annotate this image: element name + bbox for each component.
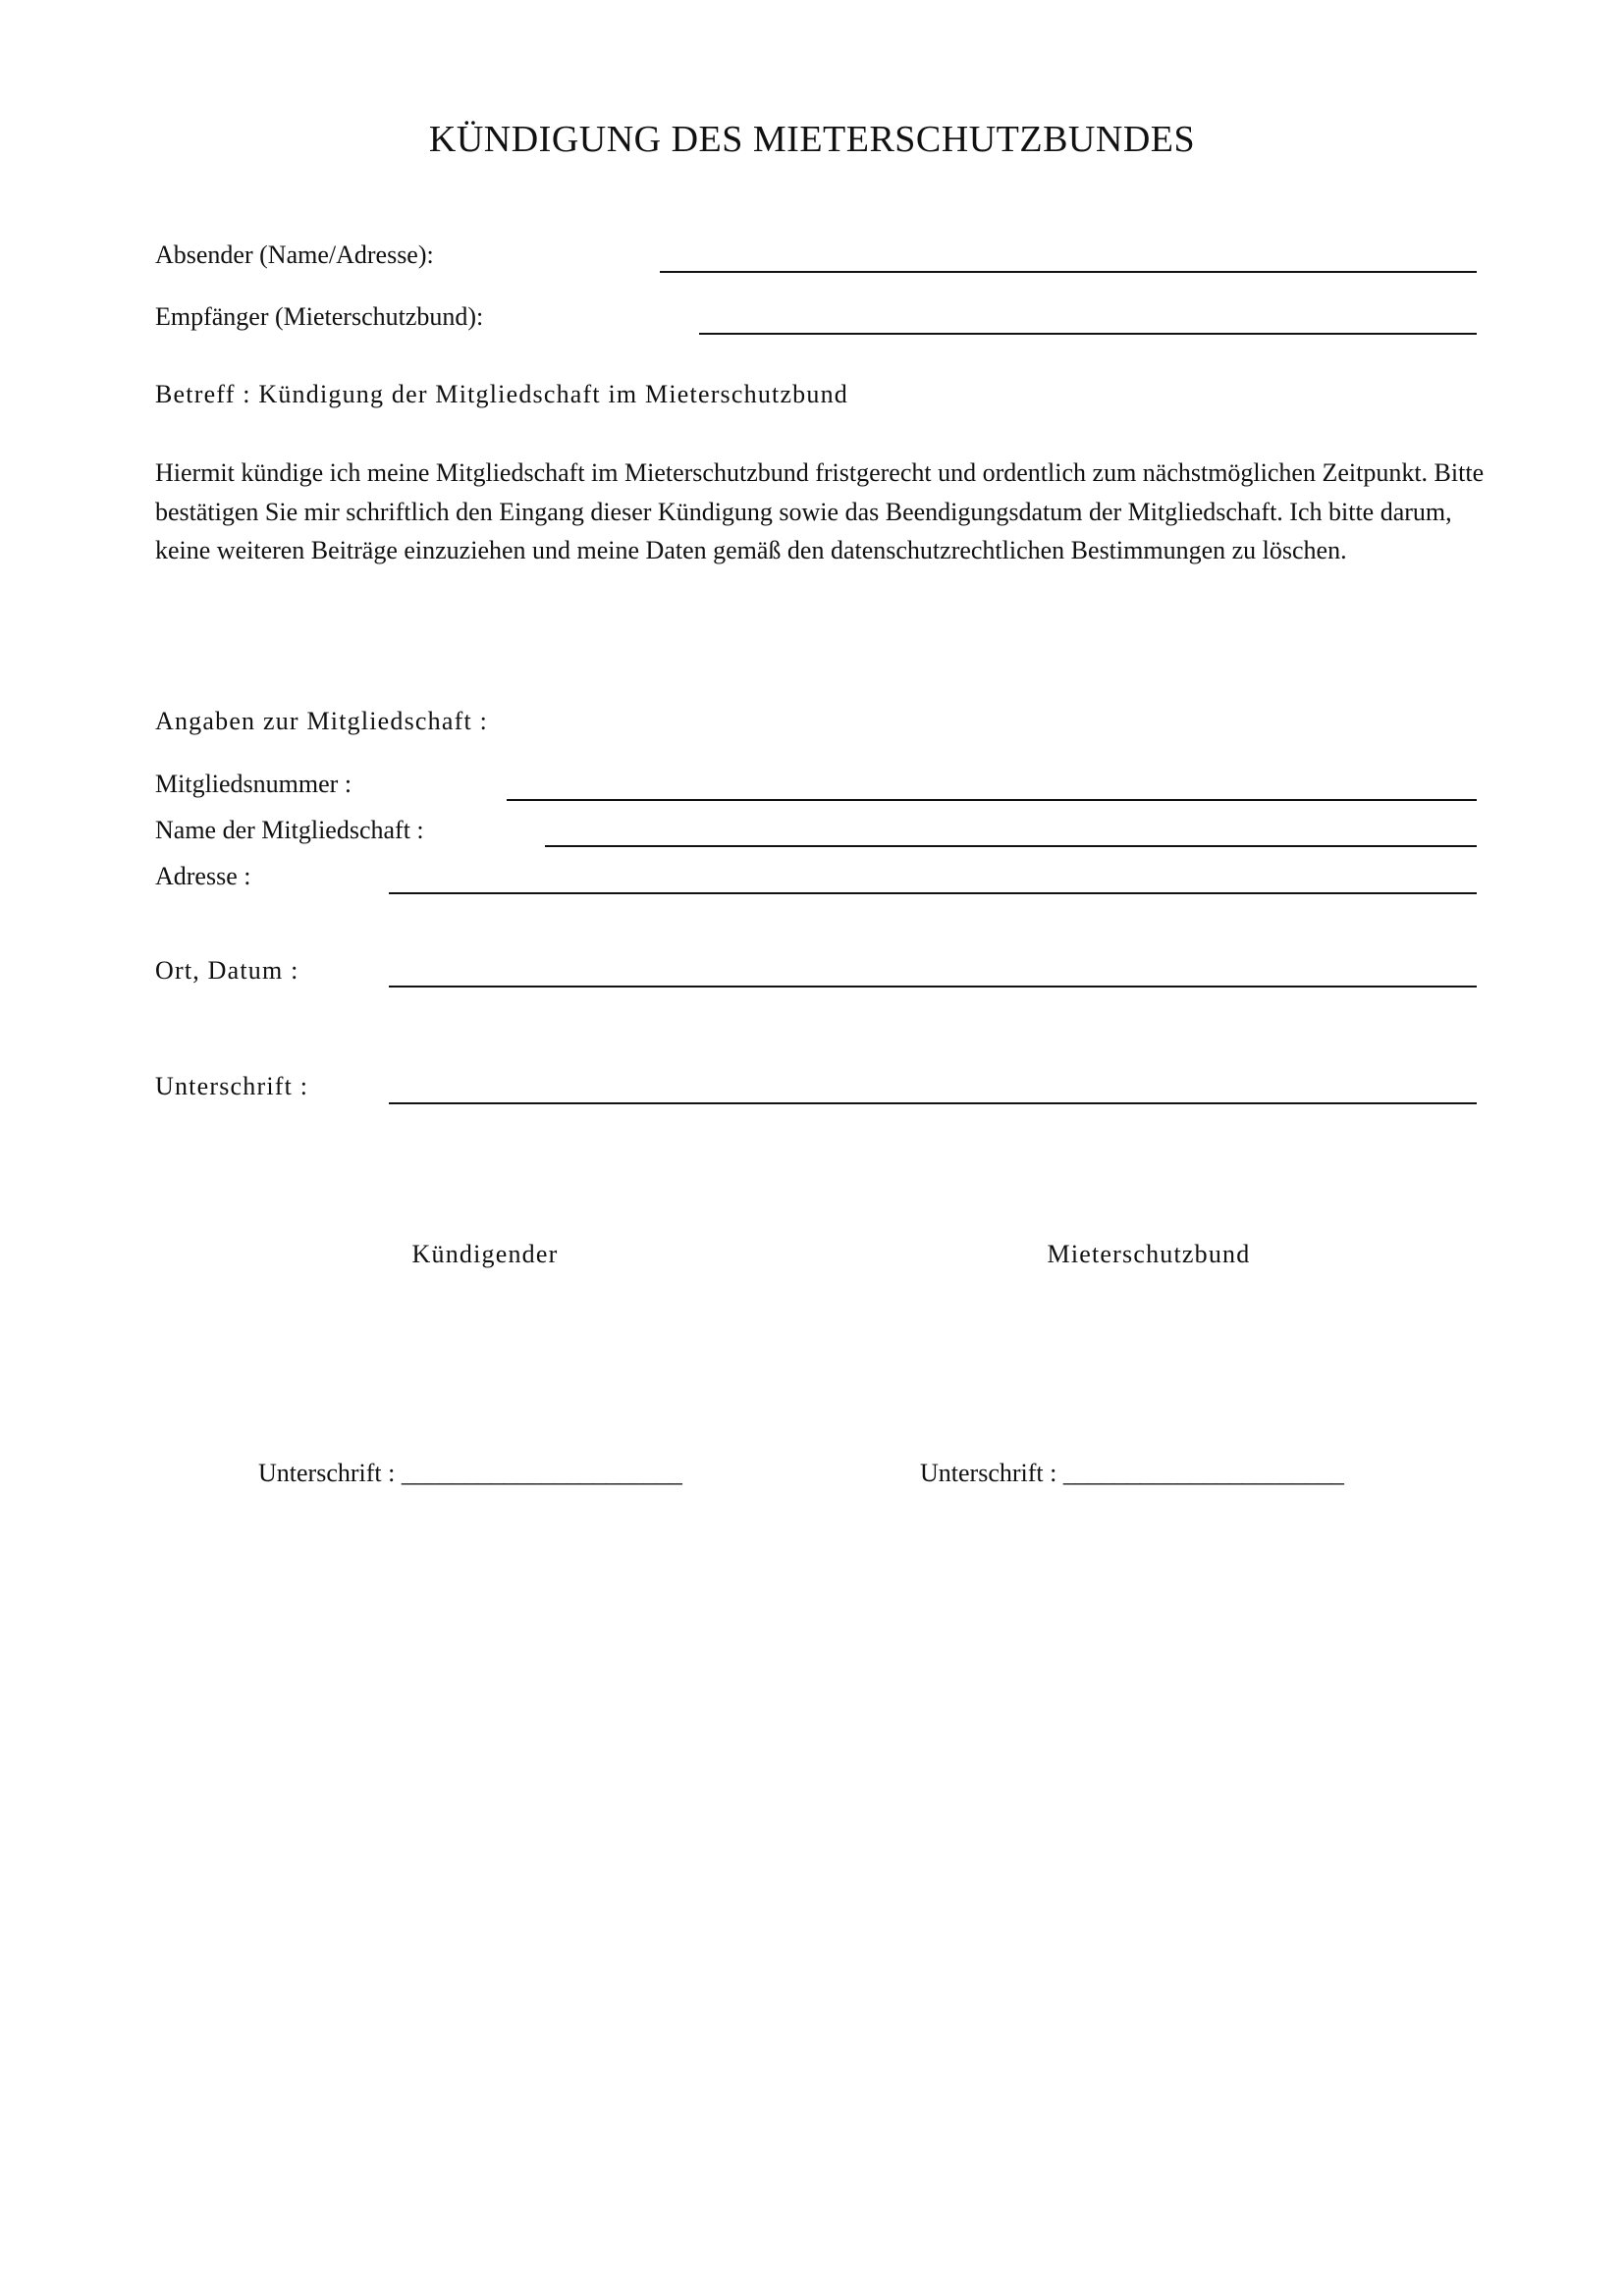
recipient-label: Empfänger (Mieterschutzbund): — [155, 302, 484, 331]
signature-left-line[interactable]: Unterschrift : ______________________ — [258, 1459, 682, 1487]
sender-field-line[interactable] — [660, 271, 1477, 273]
place-date-field-line[interactable] — [389, 986, 1477, 988]
signature-field-line[interactable] — [389, 1102, 1477, 1104]
member-number-field-line[interactable] — [507, 799, 1477, 801]
sender-label: Absender (Name/Adresse): — [155, 240, 434, 269]
signature-right-line[interactable]: Unterschrift : ______________________ — [920, 1459, 1344, 1487]
recipient-field-line[interactable] — [699, 333, 1477, 335]
member-number-label: Mitgliedsnummer : — [155, 770, 352, 798]
body-paragraph: Hiermit kündige ich meine Mitgliedschaft im Mieterschutzbund fristgerecht und ordentlich zum nächstmöglichen Zeitpunkt. Bitte bestätigen Sie mir schriftlich den Eingang dieser Kündigung sowie das Beendigungsdatum der Mitgliedschaft. Ich bitte darum, keine weiteren Beiträge einzuziehen und meine Daten gemäß den datenschutzrechtlichen Bestimmungen zu löschen. — [155, 458, 1485, 564]
membership-heading: Angaben zur Mitgliedschaft : — [155, 707, 489, 735]
address-field-line[interactable] — [389, 892, 1477, 894]
party-right-label: Mieterschutzbund — [1047, 1240, 1251, 1268]
subject-line: Betreff : Kündigung der Mitgliedschaft im Mieterschutzbund — [155, 380, 848, 408]
address-label: Adresse : — [155, 862, 251, 890]
membership-name-label: Name der Mitgliedschaft : — [155, 816, 424, 844]
document-title: KÜNDIGUNG DES MIETERSCHUTZBUNDES — [428, 119, 1196, 160]
party-left-label: Kündigender — [411, 1240, 559, 1268]
signature-label: Unterschrift : — [155, 1072, 309, 1100]
membership-name-field-line[interactable] — [545, 845, 1477, 847]
place-date-label: Ort, Datum : — [155, 956, 299, 985]
